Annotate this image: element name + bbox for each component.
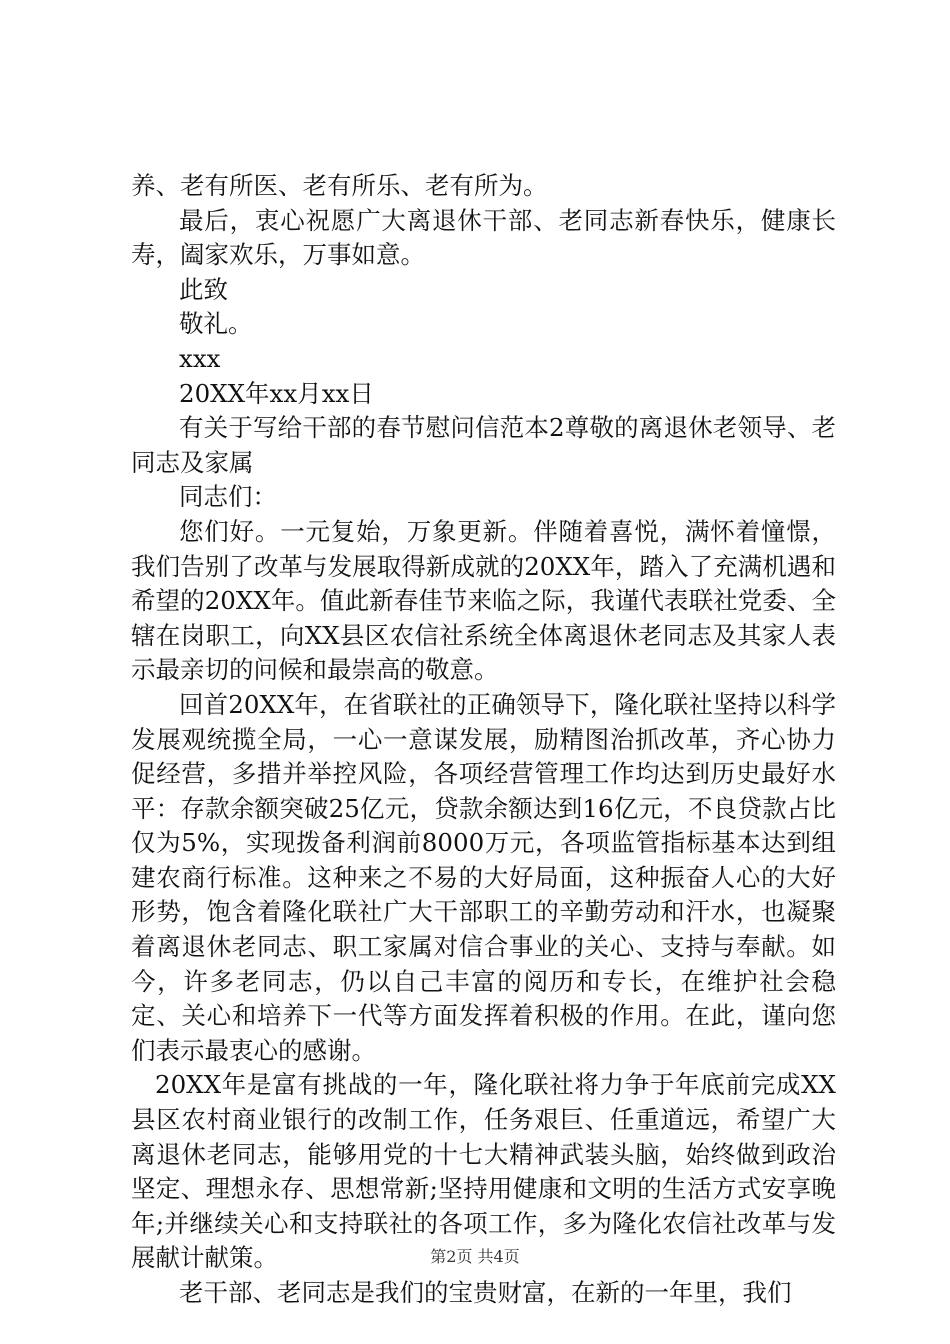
section-heading: 有关于写给干部的春节慰问信范本2尊敬的离退休老领导、老同志及家属 xyxy=(131,413,836,477)
closing-salutation: 此致 xyxy=(179,274,228,304)
page-number: 第2页 共4页 xyxy=(430,1247,520,1266)
greeting: 同志们： xyxy=(179,482,277,512)
signature-date: 20XX年xx月xx日 xyxy=(179,378,374,408)
paragraph-outlook: 20XX年是富有挑战的一年，隆化联社将力争于年底前完成XX县区农村商业银行的改制工作，任务艰巨、任重道远，希望广大离退休老同志，能够用党的十七大精神武装头脑，始终做到政治坚定、理想永存、思想常新;坚持用健康和文明的生活方式安享晚年;并继续关心和支持联社的各项工作，多为隆化农信社改革与发展献计献策。 xyxy=(131,1070,836,1273)
paragraph-review: 回首20XX年，在省联社的正确领导下，隆化联社坚持以科学发展观统揽全局，一心一意谋发展，励精图治抓改革，齐心协力促经营，多措并举控风险，各项经营管理工作均达到历史最好水平：存款余额突破25亿元，贷款余额达到16亿元，不良贷款占比仅为5%，实现拨备利润前8000万元，各项监管指标基本达到组建农商行标准。这种来之不易的大好局面，这种振奋人心的大好形势，饱含着隆化联社广大干部职工的辛勤劳动和汗水，也凝聚着离退休老同志、职工家属对信合事业的关心、支持与奉献。如今，许多老同志，仍以自己丰富的阅历和专长，在维护社会稳定、关心和培养下一代等方面发挥着积极的作用。在此，谨向您们表示最衷心的感谢。 xyxy=(131,689,836,1065)
closing-regards: 敬礼。 xyxy=(179,309,253,339)
signature-name: xxx xyxy=(179,343,221,373)
paragraph-wishes: 最后，衷心祝愿广大离退休干部、老同志新春快乐，健康长寿，阖家欢乐，万事如意。 xyxy=(131,205,836,270)
letter-body xyxy=(131,169,836,1311)
paragraph-opening: 您们好。一元复始，万象更新。伴随着喜悦，满怀着憧憬，我们告别了改革与发展取得新成就的20XX年，踏入了充满机遇和希望的20XX年。值此新春佳节来临之际，我谨代表联社党委、全辖在岗职工，向XX县区农信社系统全体离退休老同志及其家人表示最亲切的问候和最崇高的敬意。 xyxy=(131,516,836,685)
paragraph-continuation: 养、老有所医、老有所乐、老有所为。 xyxy=(131,171,548,200)
paragraph-closing-start: 老干部、老同志是我们的宝贵财富，在新的一年里，我们 xyxy=(179,1278,792,1307)
